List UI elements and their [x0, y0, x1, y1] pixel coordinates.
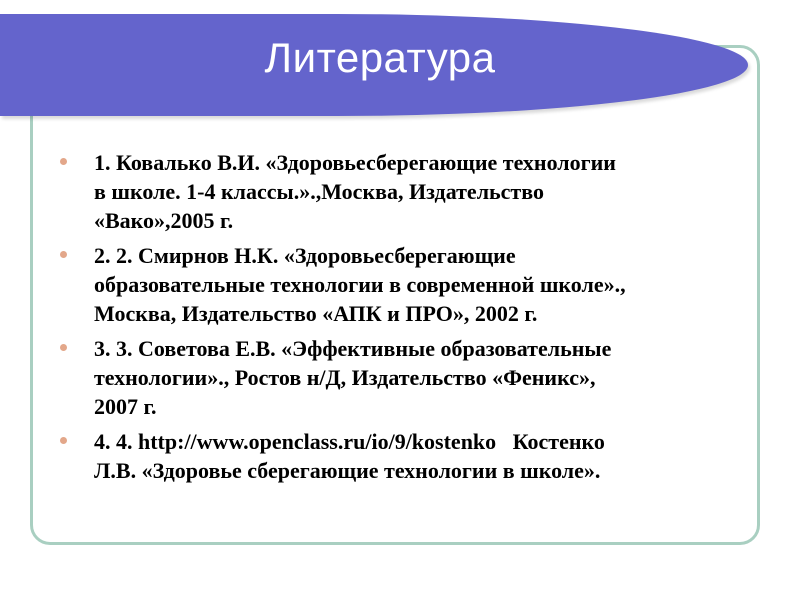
slide-title: Литература — [264, 34, 496, 81]
reference-link[interactable]: http://www.openclass.ru/io/9/kostenko — [138, 429, 497, 454]
reference-line: в школе. 1-4 классы.».,Москва, Издательство — [94, 179, 544, 204]
reference-suffix: Костенко — [496, 429, 605, 454]
reference-line: 2007 г. — [94, 394, 157, 419]
reference-line: «Вако»,2005 г. — [94, 208, 234, 233]
reference-item-3 — [60, 334, 740, 421]
reference-item-1 — [60, 148, 740, 235]
reference-prefix: 4. 4. — [94, 429, 138, 454]
bullet-icon — [60, 158, 67, 165]
reference-line: 1. Ковалько В.И. «Здоровьесберегающие технологии — [94, 150, 616, 175]
reference-item-2 — [60, 241, 740, 328]
reference-list — [60, 148, 740, 491]
bullet-icon — [60, 437, 67, 444]
reference-line: 3. 3. Советова Е.В. «Эффективные образовательные — [94, 336, 612, 361]
reference-item-4 — [60, 427, 740, 485]
bullet-icon — [60, 344, 67, 351]
reference-line: Л.В. «Здоровье сберегающие технологии в школе». — [94, 458, 601, 483]
reference-line: 2. 2. Смирнов Н.К. «Здоровьесберегающие — [94, 243, 516, 268]
reference-line: технологии»., Ростов н/Д, Издательство «Феникс», — [94, 365, 596, 390]
reference-line: образовательные технологии в современной школе»., — [94, 272, 626, 297]
bullet-icon — [60, 251, 67, 258]
reference-line: Москва, Издательство «АПК и ПРО», 2002 г. — [94, 301, 538, 326]
